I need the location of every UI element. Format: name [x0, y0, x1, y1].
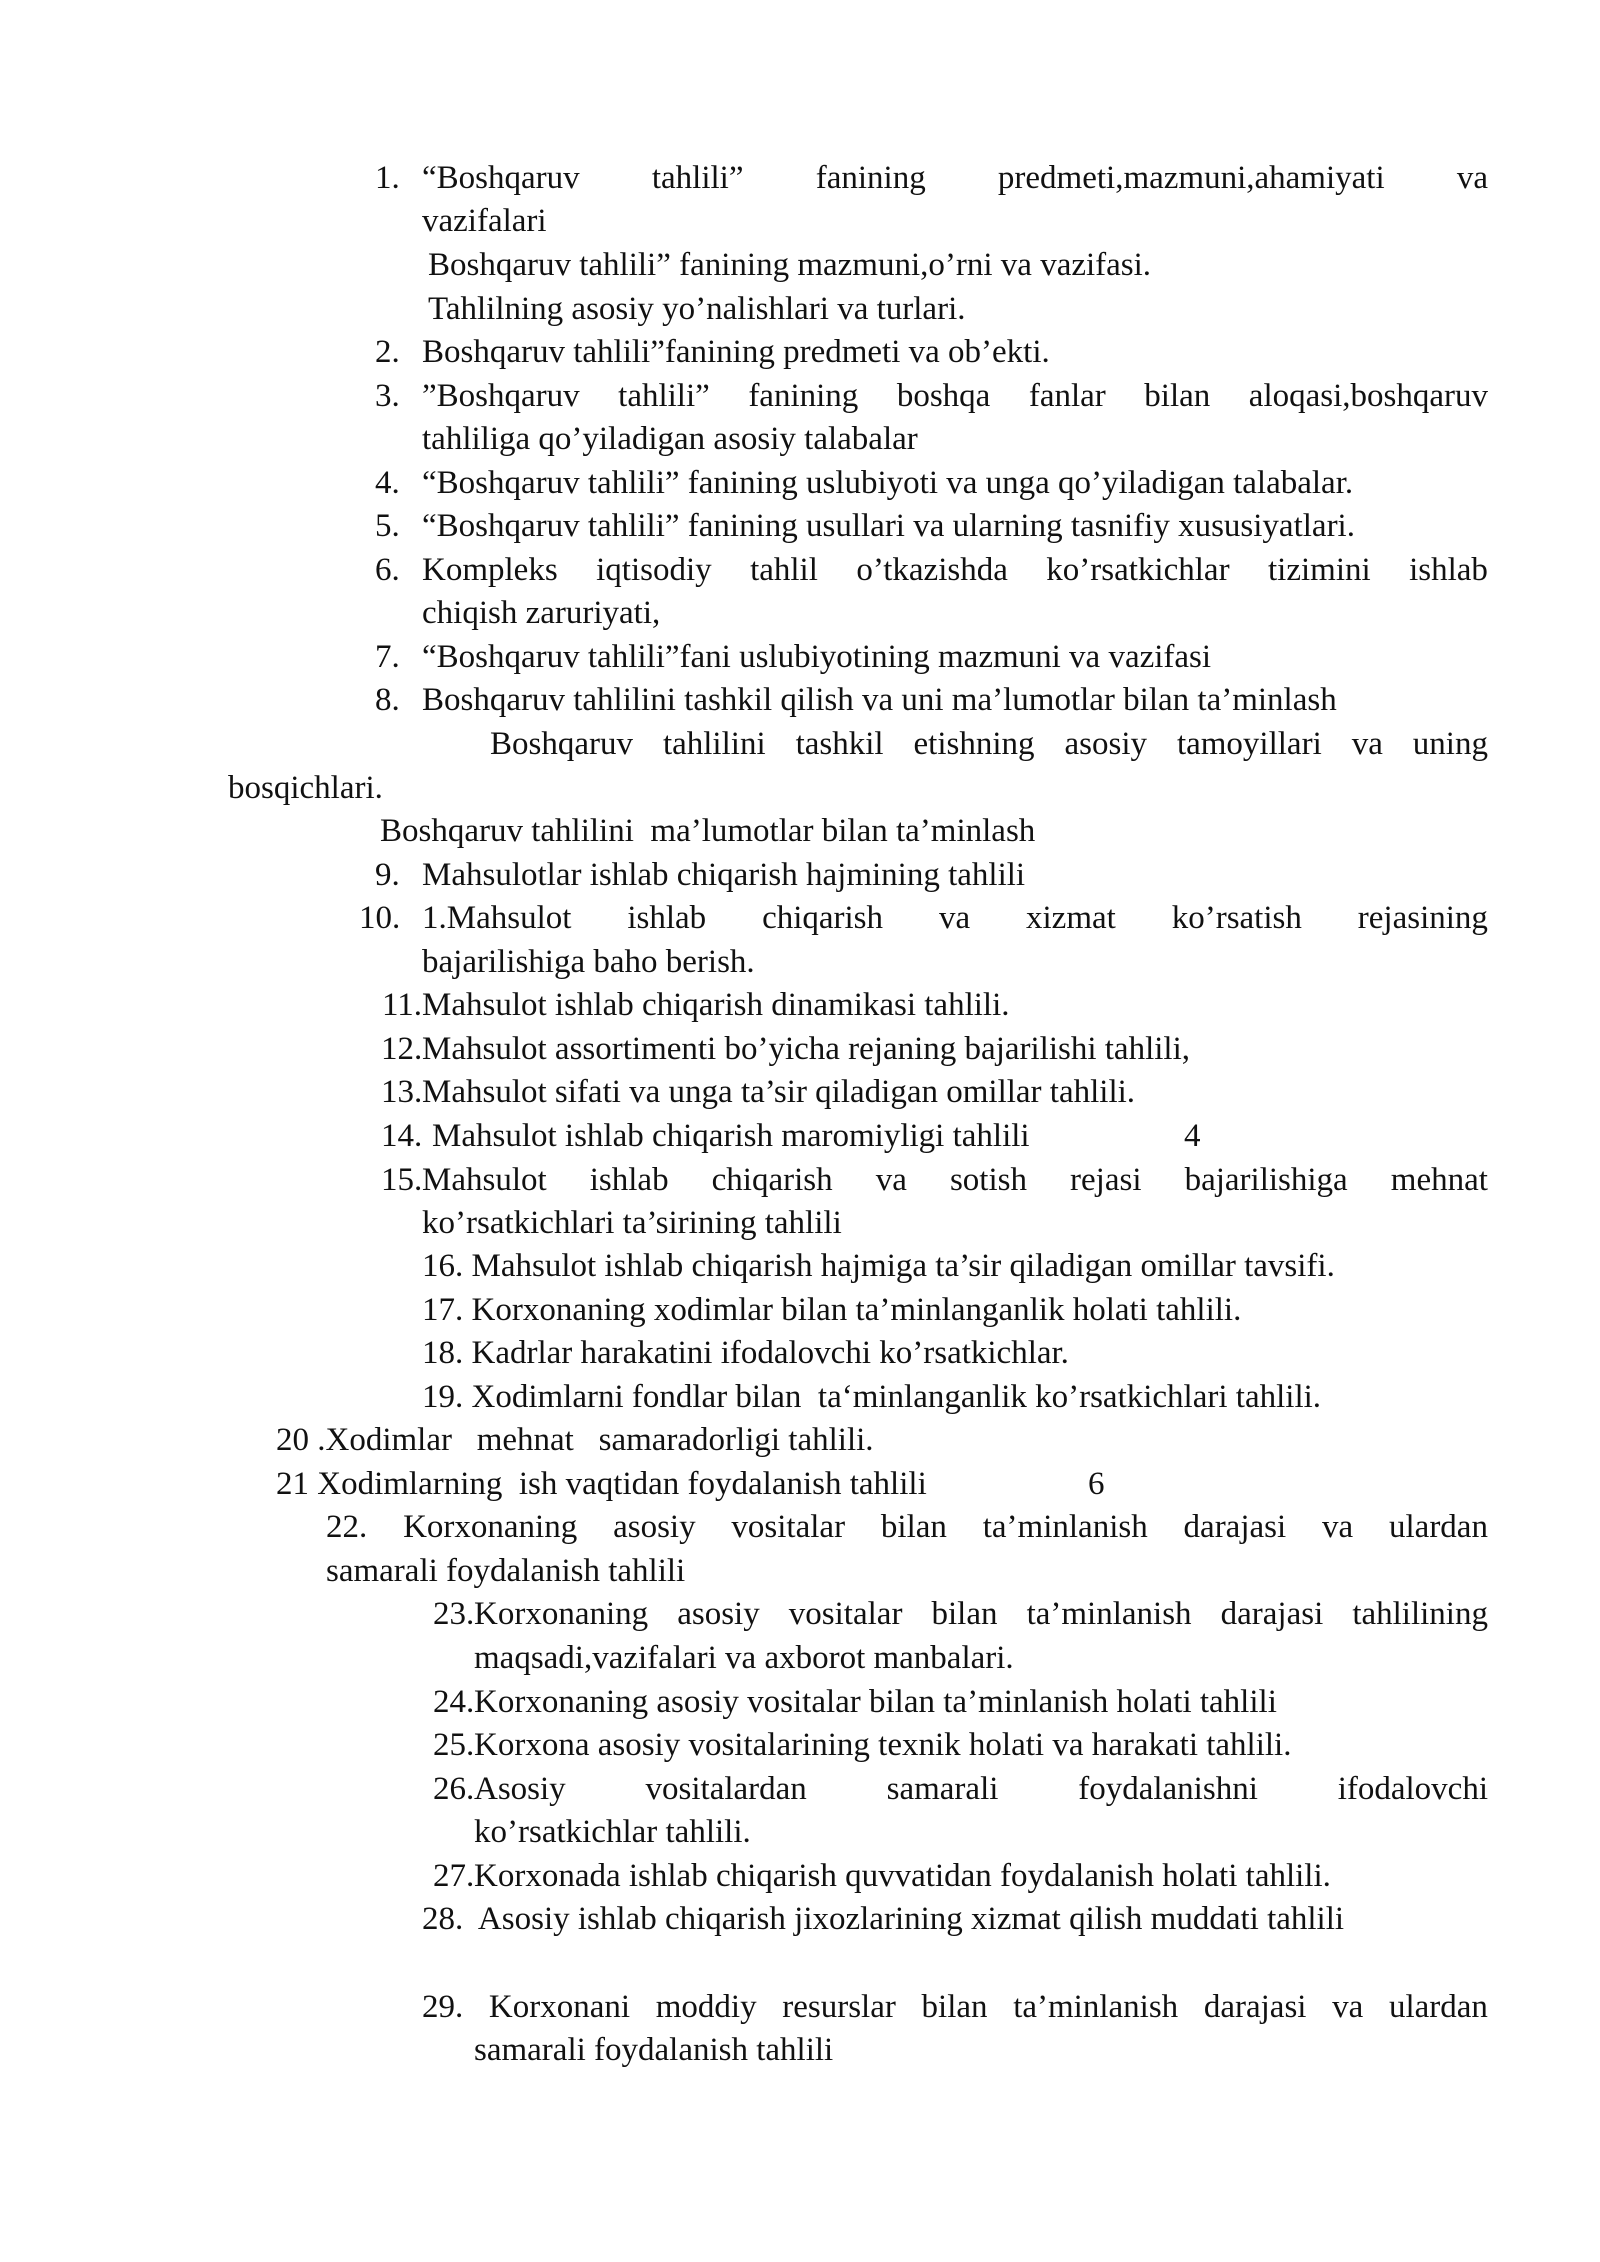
word: tamoyillari: [1176, 726, 1322, 762]
line-text: Boshqaruv tahlili”fanining predmeti va ob’ekti.: [422, 334, 1050, 370]
word: aloqasi,boshqaruv: [1248, 378, 1488, 414]
line-tail-number: 4: [1184, 1118, 1201, 1154]
list-number: 3.: [375, 378, 400, 414]
word: bilan: [1144, 378, 1211, 414]
list-number: 9.: [375, 857, 400, 893]
line-text: [474, 1592, 1488, 1636]
word: bajarilishiga: [1184, 1162, 1348, 1198]
line-text: 18. Kadrlar harakatini ifodalovchi ko’rsatkichlar.: [422, 1335, 1069, 1371]
word: iqtisodiy: [596, 552, 712, 588]
list-number: 7.: [375, 639, 400, 675]
word: mehnat: [1390, 1162, 1488, 1198]
word: va: [1351, 726, 1383, 762]
word: fanining: [748, 378, 859, 414]
line-text: samarali foydalanish tahlili: [474, 2032, 834, 2068]
word: samarali: [886, 1771, 999, 1807]
word: Mahsulot: [422, 1162, 547, 1198]
line-text: vazifalari: [422, 203, 547, 239]
word: tahlilining: [1352, 1596, 1488, 1632]
word: bilan: [921, 1989, 988, 2025]
line-text: Boshqaruv tahlilini ma’lumotlar bilan ta’minlash: [380, 813, 1036, 849]
list-number: 5.: [375, 508, 400, 544]
word: foydalanishni: [1078, 1771, 1258, 1807]
word: asosiy: [1064, 726, 1147, 762]
line-text: [422, 1985, 1488, 2029]
line-text: 28. Asosiy ishlab chiqarish jixozlarining xizmat qilish muddati tahlili: [422, 1901, 1345, 1937]
word: darajasi: [1203, 1989, 1307, 2025]
line-text: [422, 156, 1488, 200]
word: fanining: [815, 160, 926, 196]
word: Boshqaruv: [490, 726, 633, 762]
word: vositalardan: [645, 1771, 807, 1807]
list-number: 2.: [375, 334, 400, 370]
list-number: 15.: [381, 1162, 423, 1198]
line-text: Mahsulot ishlab chiqarish dinamikasi tahlili.: [422, 987, 1010, 1023]
word: bilan: [931, 1596, 998, 1632]
line-text: bajarilishiga baho berish.: [422, 944, 755, 980]
line-text: [422, 548, 1488, 592]
line-text: Boshqaruv tahlilini tashkil qilish va uni ma’lumotlar bilan ta’minlash: [422, 682, 1337, 718]
word: 22.: [326, 1509, 368, 1545]
word: 1.Mahsulot: [422, 900, 572, 936]
word: tashkil: [795, 726, 884, 762]
line-text: Tahlilning asosiy yo’nalishlari va turlari.: [428, 291, 966, 327]
line-text: 17. Korxonaning xodimlar bilan ta’minlanganlik holati tahlili.: [422, 1292, 1242, 1328]
word: va: [1456, 160, 1488, 196]
word: tahlil: [750, 552, 818, 588]
list-number: 1.: [375, 160, 400, 196]
word: ko’rsatkichlar: [1046, 552, 1230, 588]
word: bilan: [880, 1509, 947, 1545]
line-text: Korxona asosiy vositalarining texnik holati va harakati tahlili.: [474, 1727, 1292, 1763]
word: chiqarish: [711, 1162, 833, 1198]
line-text: Korxonada ishlab chiqarish quvvatidan foydalanish holati tahlili.: [474, 1858, 1331, 1894]
word: o’tkazishda: [856, 552, 1008, 588]
line-text: Mahsulot sifati va unga ta’sir qiladigan omillar tahlili.: [422, 1074, 1136, 1110]
list-number: 11.: [382, 987, 423, 1023]
word: ishlab: [627, 900, 707, 936]
word: 29.: [422, 1989, 464, 2025]
line-text: “Boshqaruv tahlili”fani uslubiyotining mazmuni va vazifasi: [422, 639, 1212, 675]
list-number: 14.: [381, 1118, 423, 1154]
line-text: “Boshqaruv tahlili” fanining uslubiyoti va unga qo’yiladigan talabalar.: [422, 465, 1354, 501]
word: chiqarish: [762, 900, 884, 936]
list-number: 4.: [375, 465, 400, 501]
word: va: [938, 900, 971, 936]
word: va: [1332, 1989, 1364, 2025]
word: ta’minlanish: [1026, 1596, 1192, 1632]
list-number: 6.: [375, 552, 400, 588]
line-text: 21 Xodimlarning ish vaqtidan foydalanish tahlili: [276, 1466, 927, 1502]
word: ifodalovchi: [1337, 1771, 1488, 1807]
word: rejasi: [1070, 1162, 1142, 1198]
line-text: Mahsulotlar ishlab chiqarish hajmining tahlili: [422, 857, 1026, 893]
word: tizimini: [1268, 552, 1371, 588]
line-text: “Boshqaruv tahlili” fanining usullari va ularning tasnifiy xususiyatlari.: [422, 508, 1355, 544]
word: xizmat: [1026, 900, 1116, 936]
line-text: [422, 374, 1488, 418]
word: ulardan: [1389, 1509, 1488, 1545]
word: Kompleks: [422, 552, 558, 588]
word: tahlili”: [618, 378, 710, 414]
line-text: ko’rsatkichlar tahlili.: [474, 1814, 751, 1850]
word: vositalar: [731, 1509, 846, 1545]
line-text: tahliliga qo’yiladigan asosiy talabalar: [422, 421, 918, 457]
word: darajasi: [1220, 1596, 1324, 1632]
list-number: 10.: [359, 900, 401, 936]
word: resurslar: [782, 1989, 896, 2025]
list-number: 13.: [381, 1074, 423, 1110]
line-text: samarali foydalanish tahlili: [326, 1553, 686, 1589]
word: tahlilini: [662, 726, 766, 762]
word: “Boshqaruv: [422, 160, 580, 196]
line-text: bosqichlari.: [228, 770, 383, 806]
word: Korxonaning: [403, 1509, 578, 1545]
line-text: chiqish zaruriyati,: [422, 595, 661, 631]
word: moddiy: [655, 1989, 757, 2025]
line-text: [422, 896, 1488, 940]
word: ta’minlanish: [1013, 1989, 1179, 2025]
word: sotish: [949, 1162, 1027, 1198]
word: ishlab: [589, 1162, 669, 1198]
line-text: Korxonaning asosiy vositalar bilan ta’minlanish holati tahlili: [474, 1684, 1277, 1720]
word: Korxonaning: [474, 1596, 649, 1632]
list-number: 24.: [433, 1684, 475, 1720]
line-text: Boshqaruv tahlili” fanining mazmuni,o’rni va vazifasi.: [428, 247, 1152, 283]
list-number: 8.: [375, 682, 400, 718]
line-text: [326, 1505, 1488, 1549]
word: boshqa: [896, 378, 991, 414]
line-text: 16. Mahsulot ishlab chiqarish hajmiga ta’sir qiladigan omillar tavsifi.: [422, 1248, 1335, 1284]
word: Korxonani: [488, 1989, 631, 2025]
line-text: [474, 1767, 1488, 1811]
list-number: 25.: [433, 1727, 475, 1763]
word: ishlab: [1409, 552, 1488, 588]
word: va: [1322, 1509, 1354, 1545]
line-text: 20 .Xodimlar mehnat samaradorligi tahlili.: [276, 1422, 874, 1458]
word: uning: [1412, 726, 1488, 762]
word: ”Boshqaruv: [422, 378, 580, 414]
line-text: [422, 1158, 1488, 1202]
word: fanlar: [1028, 378, 1106, 414]
list-number: 23.: [433, 1596, 475, 1632]
word: asosiy: [677, 1596, 760, 1632]
line-text: Mahsulot assortimenti bo’yicha rejaning bajarilishi tahlili,: [422, 1031, 1191, 1067]
word: ta’minlanish: [982, 1509, 1148, 1545]
word: ko’rsatish: [1171, 900, 1302, 936]
line-text: 19. Xodimlarni fondlar bilan ta‘minlanganlik ko’rsatkichlari tahlili.: [422, 1379, 1322, 1415]
word: va: [875, 1162, 907, 1198]
word: rejasining: [1357, 900, 1488, 936]
word: predmeti,mazmuni,ahamiyati: [997, 160, 1385, 196]
line-text: ko’rsatkichlari ta’sirining tahlili: [422, 1205, 842, 1241]
list-number: 26.: [433, 1771, 475, 1807]
line-text: Mahsulot ishlab chiqarish maromiyligi tahlili: [432, 1118, 1030, 1154]
word: asosiy: [613, 1509, 696, 1545]
word: darajasi: [1183, 1509, 1287, 1545]
word: etishning: [913, 726, 1035, 762]
line-text: [490, 722, 1488, 766]
word: Asosiy: [474, 1771, 566, 1807]
list-number: 12.: [381, 1031, 423, 1067]
line-text: maqsadi,vazifalari va axborot manbalari.: [474, 1640, 1014, 1676]
line-tail-number: 6: [1088, 1466, 1105, 1502]
list-number: 27.: [433, 1858, 475, 1894]
word: tahlili”: [651, 160, 744, 196]
word: ulardan: [1388, 1989, 1488, 2025]
word: vositalar: [788, 1596, 903, 1632]
